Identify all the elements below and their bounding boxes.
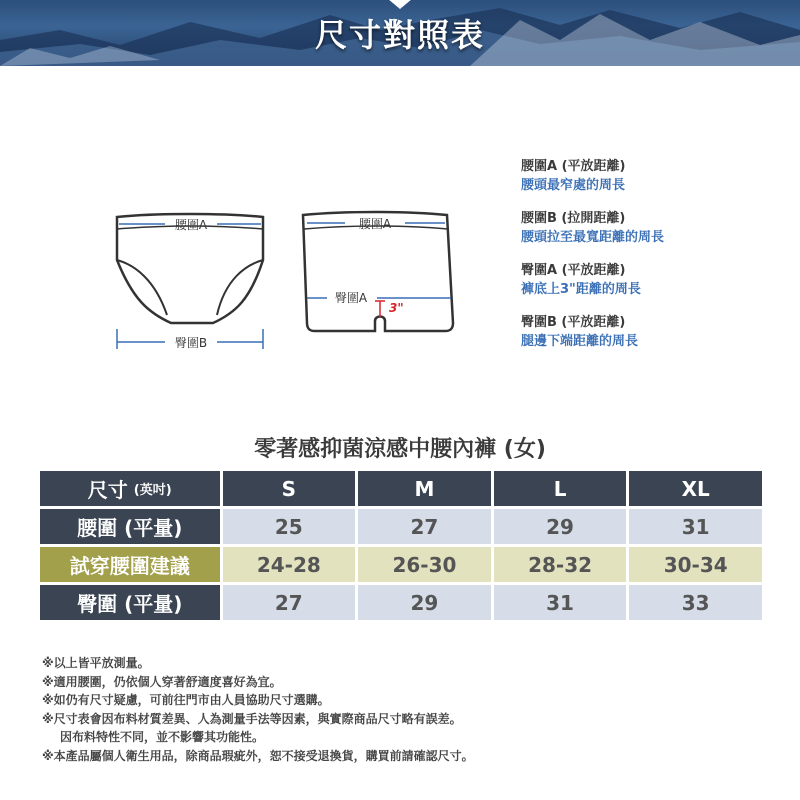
brief-leg-left [117, 260, 167, 315]
table-cell: 24-28 [223, 547, 356, 582]
brief-waist-label: 腰圍A [174, 218, 208, 232]
legend-label: 臀圍A (平放距離) [521, 263, 626, 278]
table-cell: 26-30 [358, 547, 491, 582]
legend-label: 腰圍B (拉開距離) [521, 211, 626, 226]
table-cell: 28-32 [494, 547, 627, 582]
brief-leg-right [217, 260, 263, 315]
legend-item [521, 158, 781, 210]
legend-label: 腰圍A (平放距離) [521, 159, 626, 174]
row-label: 試穿腰圍建議 [40, 547, 220, 582]
note-line: ※適用腰圍，仍依個人穿著舒適度喜好為宜。 [42, 674, 282, 689]
legend-item [521, 314, 781, 366]
table-header-row [40, 471, 762, 506]
notes-section [42, 654, 762, 765]
note-line: ※本產品屬個人衛生用品，除商品瑕疵外，恕不接受退換貨，購買前請確認尺寸。 [42, 748, 474, 763]
table-cell: 25 [223, 509, 356, 544]
size-cell: L [494, 471, 627, 506]
measurement-legend [521, 158, 781, 366]
legend-desc: 腰頭最窄處的周長 [521, 178, 626, 193]
table-cell: 31 [494, 585, 627, 620]
note-line: ※以上皆平放測量。 [42, 656, 150, 670]
size-cell: XL [629, 471, 762, 506]
legend-item [521, 210, 781, 262]
note-line: 因布料特性不同，並不影響其功能性。 [60, 730, 265, 744]
legend-desc: 褲底上3"距離的周長 [521, 282, 641, 297]
brief-diagram [105, 205, 280, 355]
table-row [40, 509, 762, 544]
boxer-waist-label: 腰圍A [358, 217, 392, 231]
table-cell: 27 [358, 509, 491, 544]
row-label: 臀圍 (平量) [40, 585, 220, 620]
size-table [40, 471, 762, 623]
size-header-cell [40, 471, 220, 506]
product-title: 零著感抑菌涼感中腰內褲 (女) [254, 437, 546, 462]
table-row [40, 547, 762, 582]
size-header-label: 尺寸 [87, 478, 128, 502]
note-line: ※尺寸表會因布料材質差異、人為測量手法等因素，與實際商品尺寸略有誤差。 [42, 711, 462, 726]
legend-desc: 腰頭拉至最寬距離的周長 [521, 230, 665, 245]
row-label: 腰圍 (平量) [40, 509, 220, 544]
banner-notch [388, 0, 412, 9]
table-cell: 29 [358, 585, 491, 620]
brief-hip-label: 臀圍B [174, 336, 208, 350]
boxer-hip-label: 臀圍A [334, 291, 368, 305]
header-banner [0, 0, 800, 66]
table-cell: 30-34 [629, 547, 762, 582]
size-cell: S [223, 471, 356, 506]
boxer-measure-label: 3" [389, 301, 404, 315]
size-cell: M [358, 471, 491, 506]
table-cell: 27 [223, 585, 356, 620]
legend-item [521, 262, 781, 314]
table-cell: 33 [629, 585, 762, 620]
size-header-unit: (英吋) [133, 483, 172, 498]
legend-desc: 腿邊下端距離的周長 [521, 334, 639, 349]
note-line: ※如仍有尺寸疑慮，可前往門市由人員協助尺寸選購。 [42, 693, 330, 707]
table-row [40, 585, 762, 620]
legend-label: 臀圍B (平放距離) [521, 315, 626, 330]
table-cell: 29 [494, 509, 627, 544]
page-title: 尺寸對照表 [314, 16, 485, 54]
boxer-diagram [295, 205, 465, 340]
table-cell: 31 [629, 509, 762, 544]
